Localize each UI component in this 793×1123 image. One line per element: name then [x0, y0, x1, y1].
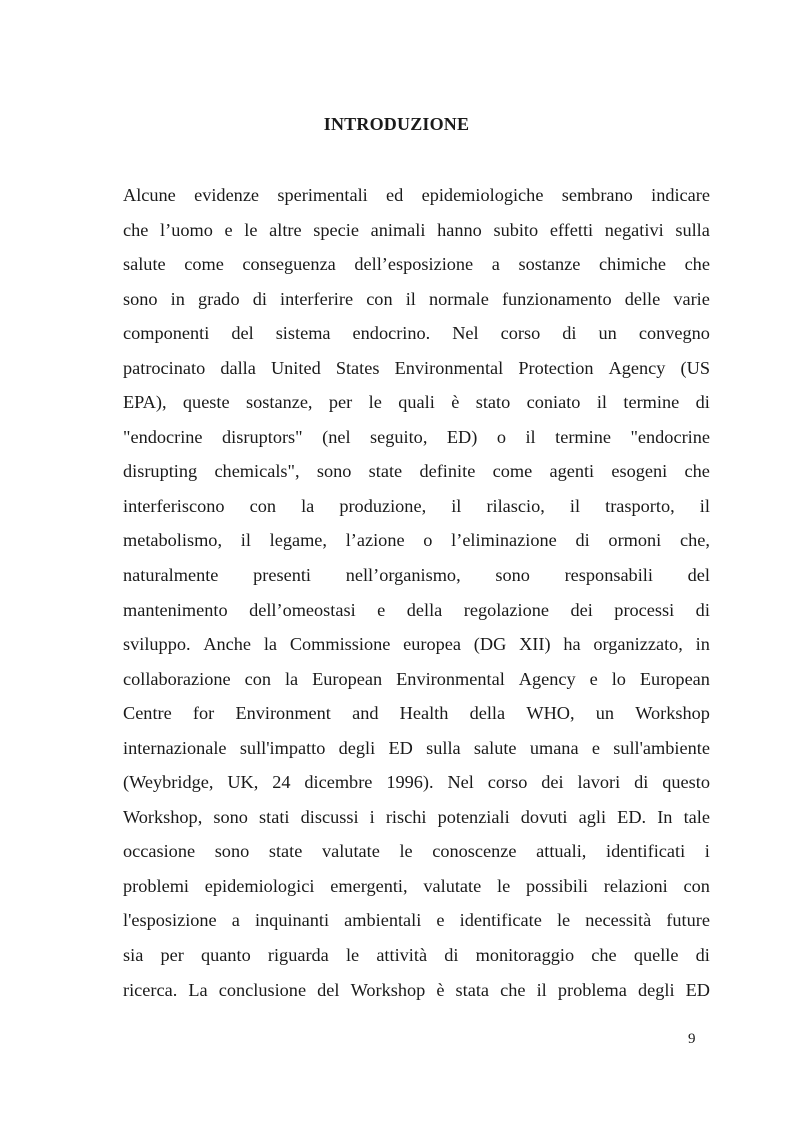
word: United — [270, 357, 321, 378]
word: valutate — [321, 841, 380, 862]
word: legame, — [269, 530, 327, 551]
text-line — [123, 973, 710, 1008]
word: ormoni — [608, 530, 662, 551]
word: dicembre — [304, 772, 373, 793]
word: (US — [680, 357, 710, 378]
page-number: 9 — [688, 1031, 696, 1047]
word: di — [562, 323, 577, 344]
word: ED) — [446, 426, 478, 447]
word: for — [192, 703, 215, 724]
word: che — [684, 461, 710, 482]
word: potenziali — [437, 806, 510, 827]
word: varie — [673, 288, 710, 309]
word: identificati — [606, 841, 686, 862]
word: di — [695, 599, 710, 620]
text-line — [123, 351, 710, 386]
word: Protection — [518, 357, 594, 378]
word: European — [312, 668, 383, 689]
word: discussi — [300, 806, 359, 827]
word: mantenimento — [123, 599, 228, 620]
word: sostanze — [518, 254, 581, 275]
word: subito — [493, 219, 539, 240]
word: le — [399, 841, 413, 862]
word: Nel — [447, 772, 474, 793]
word: interferire — [280, 288, 354, 309]
word: sulla — [675, 219, 710, 240]
word: dovuti — [520, 806, 568, 827]
word: di — [695, 392, 710, 413]
word: la — [263, 634, 278, 655]
word: l’uomo — [160, 219, 213, 240]
word: a — [491, 254, 500, 275]
word: Anche — [203, 634, 252, 655]
word: patrocinato — [123, 357, 206, 378]
word: occasione — [123, 841, 196, 862]
word: il — [569, 495, 581, 516]
word: altre — [269, 219, 302, 240]
word: agenti — [549, 461, 595, 482]
word: con — [244, 668, 271, 689]
word: come — [492, 461, 533, 482]
text-line — [123, 662, 710, 697]
word: "endocrine — [630, 426, 710, 447]
word: i — [369, 806, 375, 827]
word: sulla — [426, 737, 461, 758]
word: state — [268, 841, 303, 862]
word: corso — [487, 772, 528, 793]
text-line — [123, 282, 710, 317]
word: XII) — [519, 634, 551, 655]
word: possibili — [526, 875, 588, 896]
word: indicare — [651, 185, 710, 205]
word: Health — [399, 703, 449, 724]
word: Centre — [123, 703, 172, 724]
word: (Weybridge, — [123, 772, 214, 793]
word: UK, — [227, 772, 259, 793]
text-line — [123, 385, 710, 420]
word: del — [687, 565, 710, 586]
word: sperimentali — [277, 185, 368, 205]
word: come — [184, 254, 224, 275]
word: presenti — [253, 565, 312, 586]
word: emergenti, — [330, 875, 408, 896]
word: la — [301, 495, 315, 516]
body-paragraph — [123, 178, 710, 1007]
word: Environment — [235, 703, 331, 724]
word: il — [536, 979, 547, 1000]
text-line — [123, 903, 710, 938]
word: negativi — [604, 219, 664, 240]
word: ed — [386, 185, 404, 205]
word: di — [634, 772, 649, 793]
word: identificate — [459, 910, 542, 931]
word: l’eliminazione — [451, 530, 557, 551]
word: (DG — [473, 634, 507, 655]
word: il — [525, 426, 536, 447]
word: e — [436, 910, 445, 931]
word: valutate — [423, 875, 482, 896]
word: epidemiologiche — [421, 185, 544, 205]
word: naturalmente — [123, 565, 219, 586]
word: 24 — [272, 772, 291, 793]
word: funzionamento — [501, 288, 612, 309]
word: responsabili — [564, 565, 653, 586]
word: agli — [578, 806, 607, 827]
word: e — [589, 668, 598, 689]
word: i — [704, 841, 710, 862]
word: States — [335, 357, 380, 378]
word: esogeni — [611, 461, 668, 482]
word: componenti — [123, 323, 210, 344]
word: chemicals", — [214, 461, 300, 482]
word: normale — [428, 288, 489, 309]
word: il — [405, 288, 416, 309]
word: organizzato, — [593, 634, 683, 655]
word: In — [657, 806, 673, 827]
word: di — [252, 288, 267, 309]
word: termine — [623, 392, 680, 413]
word: sull'impatto — [239, 737, 326, 758]
word: metabolismo, — [123, 530, 223, 551]
text-line — [123, 316, 710, 351]
word: endocrino. — [352, 323, 431, 344]
word: seguito, — [370, 426, 428, 447]
word: internazionale — [123, 737, 227, 758]
word: definite — [419, 461, 476, 482]
word: conclusione — [218, 979, 307, 1000]
word: 1996). — [386, 772, 434, 793]
word: del — [317, 979, 340, 1000]
word: disrupting — [123, 461, 198, 482]
word: il — [699, 495, 710, 516]
word: Environmental — [394, 357, 504, 378]
text-line — [123, 593, 710, 628]
word: l'esposizione — [123, 910, 217, 931]
word: rischi — [385, 806, 427, 827]
word: e — [591, 737, 600, 758]
word: dei — [541, 772, 564, 793]
word: grado — [197, 288, 240, 309]
word: le — [244, 219, 258, 240]
word: produzione, — [339, 495, 427, 516]
word: della — [469, 703, 506, 724]
word: effetti — [549, 219, 594, 240]
word: stati — [259, 806, 290, 827]
text-line — [123, 454, 710, 489]
word: processi — [614, 599, 675, 620]
word: attività — [376, 945, 428, 966]
word: rilascio, — [486, 495, 545, 516]
word: evidenze — [194, 185, 260, 205]
word: o — [496, 426, 506, 447]
word: inquinanti — [254, 910, 330, 931]
word: queste — [182, 392, 230, 413]
word: conseguenza — [242, 254, 336, 275]
word: il — [240, 530, 251, 551]
text-line — [123, 938, 710, 973]
word: problemi — [123, 875, 190, 896]
word: dell’omeostasi — [249, 599, 356, 620]
text-line — [123, 420, 710, 455]
page-title: INTRODUZIONE — [323, 114, 470, 134]
word: stata — [455, 979, 490, 1000]
word: di — [444, 945, 459, 966]
word: un — [598, 323, 617, 344]
word: riguarda — [267, 945, 329, 966]
word: che — [123, 219, 149, 240]
word: salute — [123, 254, 166, 275]
word: per — [328, 392, 353, 413]
word: WHO, — [526, 703, 575, 724]
word: e — [224, 219, 233, 240]
word: degli — [637, 979, 675, 1000]
word: in — [170, 288, 185, 309]
word: che — [684, 254, 710, 275]
word: state — [368, 461, 403, 482]
word: sono — [214, 841, 250, 862]
word: trasporto, — [605, 495, 675, 516]
word: umana — [529, 737, 579, 758]
word: La — [188, 979, 208, 1000]
text-line — [123, 800, 710, 835]
word: le — [345, 945, 360, 966]
text-line — [123, 247, 710, 282]
word: termine — [555, 426, 611, 447]
word: Nel — [452, 323, 479, 344]
word: Agency — [608, 357, 666, 378]
word: sull'ambiente — [613, 737, 710, 758]
word: europea — [403, 634, 462, 655]
word: con — [249, 495, 276, 516]
text-line — [123, 213, 710, 248]
word: problema — [557, 979, 627, 1000]
word: and — [352, 703, 379, 724]
word: con — [366, 288, 393, 309]
word: salute — [473, 737, 517, 758]
word: "endocrine — [123, 426, 203, 447]
word: (nel — [322, 426, 351, 447]
word: conoscenze — [432, 841, 517, 862]
word: ED — [388, 737, 413, 758]
word: European — [639, 668, 710, 689]
word: Workshop, — [123, 806, 203, 827]
word: della — [406, 599, 443, 620]
text-line — [123, 731, 710, 766]
word: lo — [611, 668, 626, 689]
word: in — [695, 634, 710, 655]
word: relazioni — [603, 875, 668, 896]
word: quanto — [200, 945, 251, 966]
word: chimiche — [598, 254, 666, 275]
word: degli — [338, 737, 376, 758]
text-line — [123, 489, 710, 524]
word: Alcune — [123, 185, 176, 205]
word: future — [666, 910, 710, 931]
word: hanno — [437, 219, 482, 240]
word: convegno — [638, 323, 710, 344]
word: sistema — [275, 323, 331, 344]
word: sono — [495, 565, 530, 586]
text-line — [123, 178, 710, 213]
word: corso — [500, 323, 541, 344]
word: sembrano — [561, 185, 633, 205]
word: le — [556, 910, 571, 931]
word: del — [231, 323, 254, 344]
word: necessità — [585, 910, 652, 931]
word: e — [377, 599, 386, 620]
word: il — [451, 495, 462, 516]
word: per — [160, 945, 184, 966]
word: sia — [123, 945, 144, 966]
word: dei — [570, 599, 593, 620]
word: sono — [316, 461, 352, 482]
word: specie — [313, 219, 359, 240]
word: sono — [213, 806, 248, 827]
word: ha — [563, 634, 581, 655]
text-line — [123, 869, 710, 904]
word: sono — [123, 288, 158, 309]
word: Agency — [518, 668, 576, 689]
word: questo — [662, 772, 710, 793]
word: delle — [624, 288, 661, 309]
word: la — [284, 668, 299, 689]
word: ED. — [617, 806, 647, 827]
word: di — [695, 945, 710, 966]
text-line — [123, 696, 710, 731]
word: con — [683, 875, 710, 896]
word: collaborazione — [123, 668, 231, 689]
word: monitoraggio — [475, 945, 575, 966]
word: disruptors" — [222, 426, 303, 447]
word: sviluppo. — [123, 634, 191, 655]
word: tale — [683, 806, 710, 827]
word: un — [595, 703, 615, 724]
text-line — [123, 834, 710, 869]
word: o — [423, 530, 433, 551]
word: Workshop — [635, 703, 710, 724]
text-line — [123, 523, 710, 558]
word: animali — [370, 219, 426, 240]
word: che — [500, 979, 526, 1000]
word: ricerca. — [123, 979, 178, 1000]
word: stato — [475, 392, 511, 413]
word: di — [575, 530, 590, 551]
word: ED — [685, 979, 710, 1000]
word: interferiscono — [123, 495, 225, 516]
word: le — [497, 875, 511, 896]
word: coniato — [526, 392, 581, 413]
word: ambientali — [344, 910, 422, 931]
word: è — [451, 392, 460, 413]
word: Environmental — [396, 668, 505, 689]
word: dell’esposizione — [354, 254, 474, 275]
word: attuali, — [536, 841, 587, 862]
word: a — [231, 910, 240, 931]
word: quali — [398, 392, 435, 413]
word: EPA), — [123, 392, 167, 413]
word: nell’organismo, — [345, 565, 461, 586]
word: regolazione — [463, 599, 550, 620]
word: epidemiologici — [204, 875, 315, 896]
word: Commissione — [289, 634, 391, 655]
word: sostanze, — [246, 392, 313, 413]
word: che — [591, 945, 617, 966]
word: lavori — [577, 772, 621, 793]
word: l’azione — [345, 530, 405, 551]
text-line — [123, 765, 710, 800]
word: dalla — [220, 357, 256, 378]
text-line — [123, 558, 710, 593]
word: che, — [679, 530, 710, 551]
word: il — [596, 392, 607, 413]
word: è — [436, 979, 445, 1000]
word: le — [368, 392, 382, 413]
word: quelle — [633, 945, 679, 966]
word: Workshop — [350, 979, 426, 1000]
text-line — [123, 627, 710, 662]
